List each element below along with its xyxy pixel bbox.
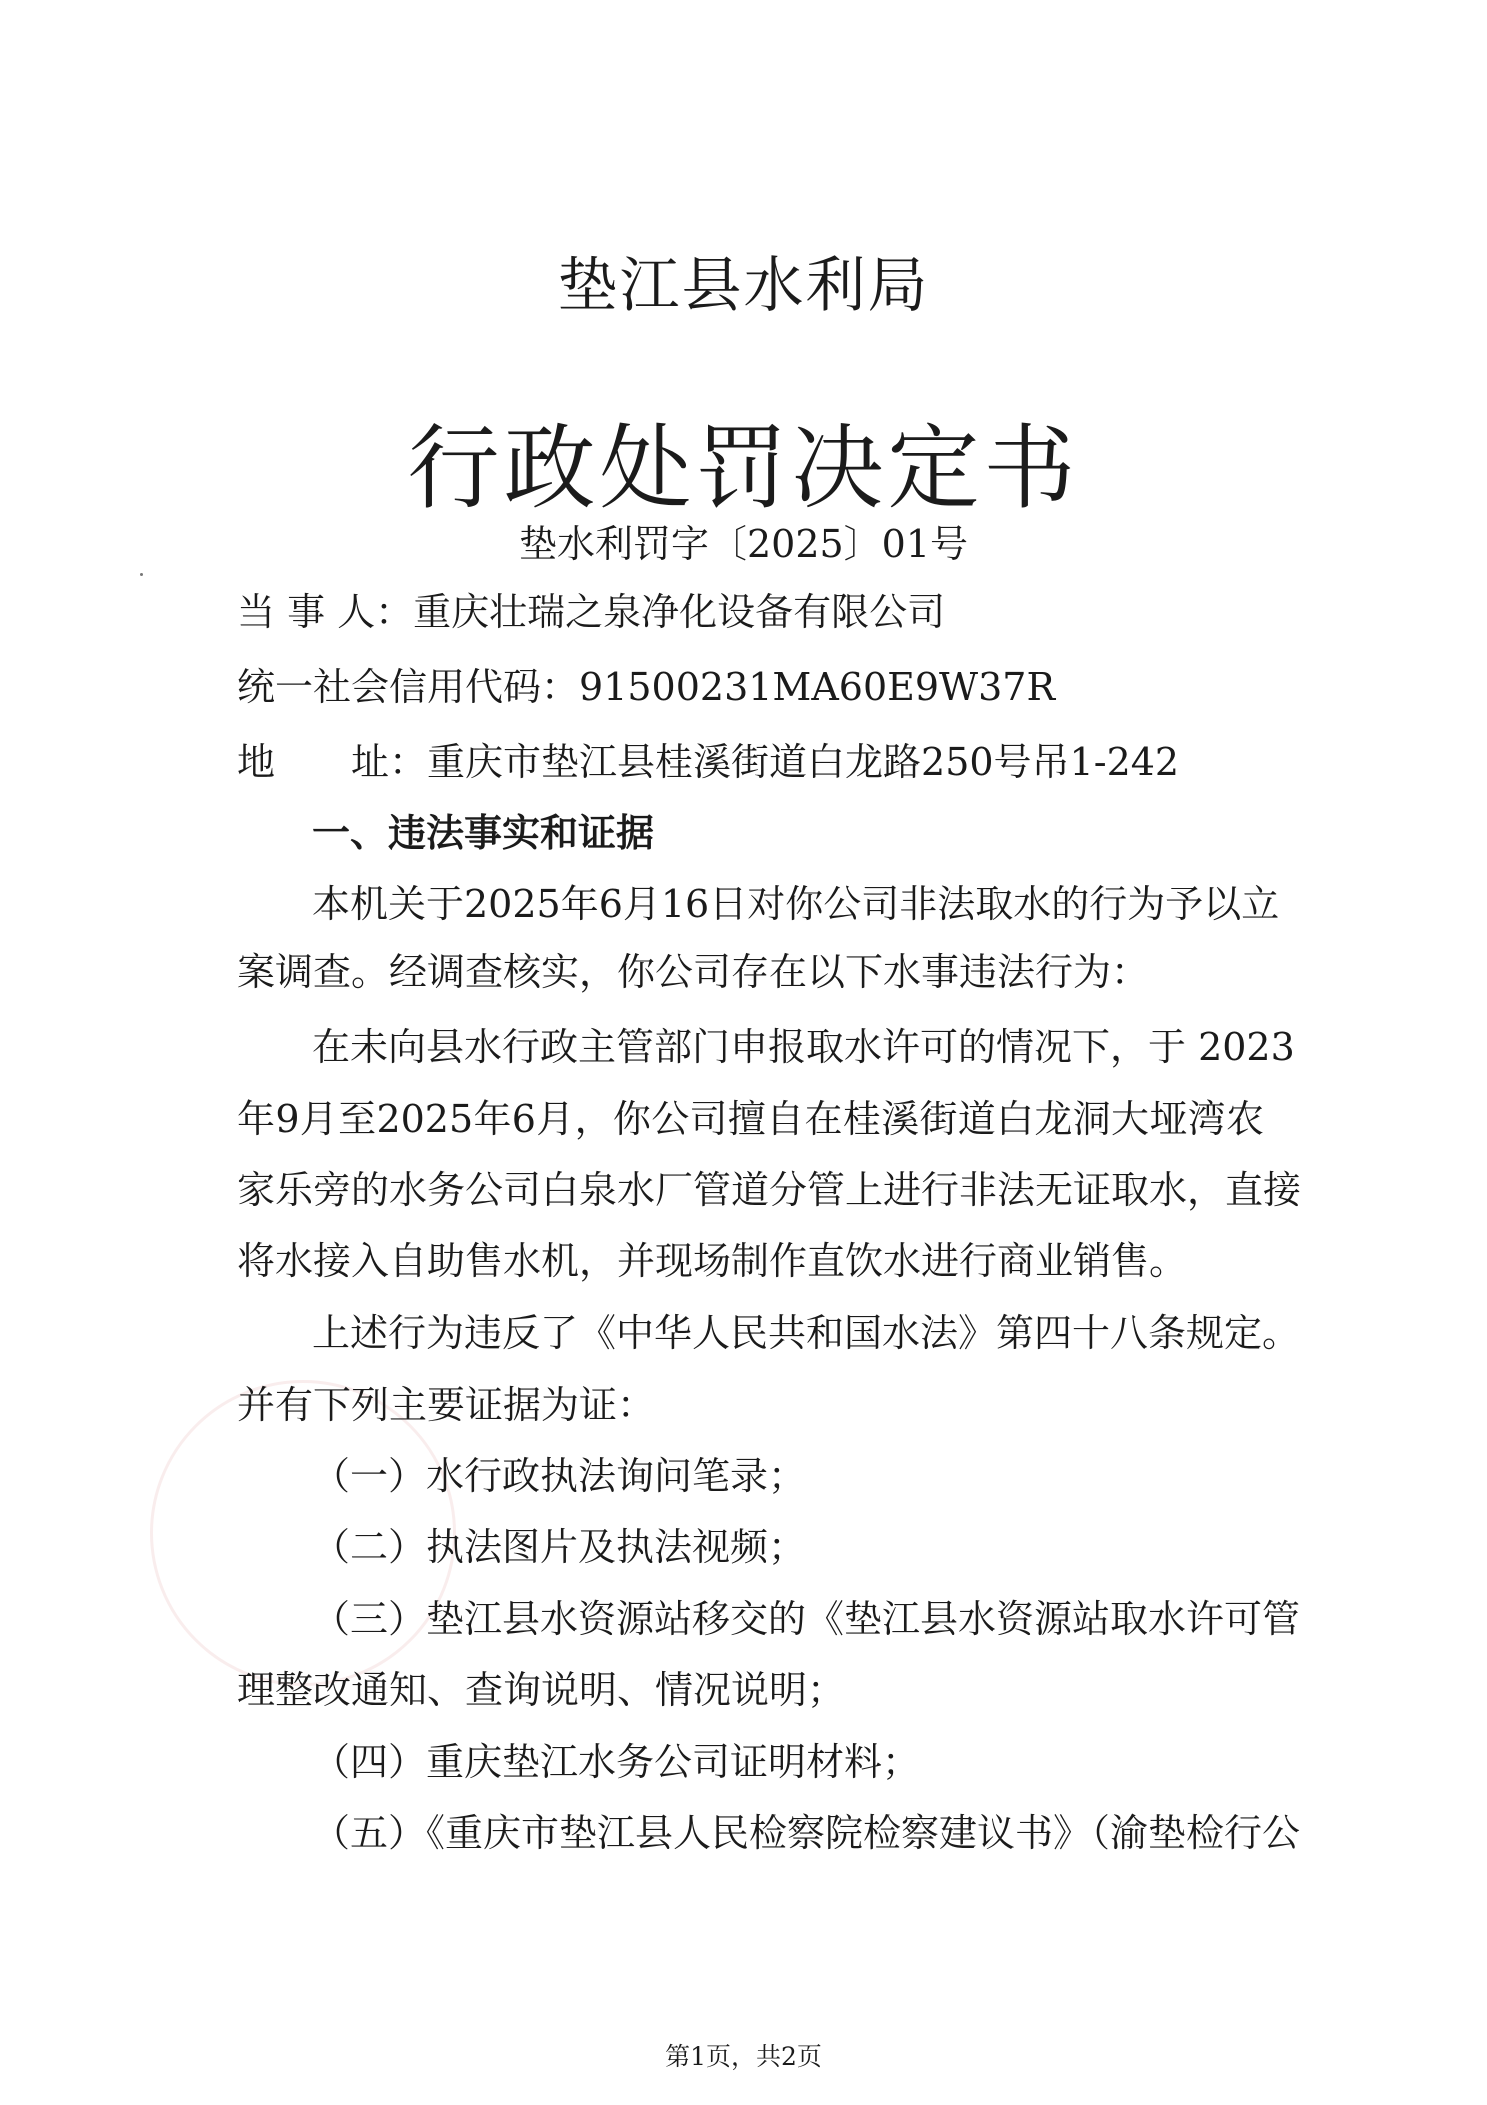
address-label: 地 址：	[237, 740, 428, 784]
paragraph-line: 案调查。经调查核实，你公司存在以下水事违法行为：	[237, 950, 1150, 994]
credit-code-label: 统一社会信用代码：	[237, 665, 580, 709]
section-heading: 一、违法事实和证据	[312, 810, 655, 855]
party-name-value: 重庆壮瑞之泉净化设备有限公司	[413, 590, 946, 634]
agency-title: 垫江县水利局	[557, 251, 930, 321]
paragraph-line: 上述行为违反了《中华人民共和国水法》第四十八条规定。	[312, 1311, 1301, 1355]
address-row	[237, 738, 1179, 786]
scan-speck	[140, 573, 143, 576]
evidence-item: （五）《重庆市垫江县人民检察院检察建议书》（渝垫检行公	[312, 1811, 1301, 1855]
paragraph-line: 本机关于2025年6月16日对你公司非法取水的行为予以立	[312, 882, 1280, 926]
evidence-item: （四）重庆垫江水务公司证明材料；	[312, 1740, 921, 1784]
evidence-item: （三）垫江县水资源站移交的《垫江县水资源站取水许可管	[312, 1597, 1301, 1641]
document-type-title: 行政处罚决定书	[407, 415, 1080, 522]
credit-code-row	[237, 663, 1055, 711]
paragraph-line: 家乐旁的水务公司白泉水厂管道分管上进行非法无证取水，直接	[237, 1168, 1302, 1212]
paragraph-line: 在未向县水行政主管部门申报取水许可的情况下，于 2023	[312, 1025, 1295, 1069]
page-number: 第1页，共2页	[665, 2042, 822, 2071]
document-number: 垫水利罚字〔2025〕01号	[518, 522, 969, 566]
credit-code-value: 91500231MA60E9W37R	[579, 665, 1056, 709]
address-value: 重庆市垫江县桂溪街道白龙路250号吊1-242	[427, 740, 1180, 784]
paragraph-line: 将水接入自助售水机，并现场制作直饮水进行商业销售。	[237, 1239, 1188, 1283]
party-name-label: 当 事 人：	[237, 590, 414, 634]
party-name-row	[237, 588, 945, 636]
evidence-item-continued: 理整改通知、查询说明、情况说明；	[237, 1668, 846, 1712]
paragraph-line: 并有下列主要证据为证：	[237, 1383, 656, 1427]
evidence-item: （二）执法图片及执法视频；	[312, 1525, 807, 1569]
evidence-item: （一）水行政执法询问笔录；	[312, 1454, 807, 1498]
paragraph-line: 年9月至2025年6月，你公司擅自在桂溪街道白龙洞大垭湾农	[237, 1097, 1264, 1141]
